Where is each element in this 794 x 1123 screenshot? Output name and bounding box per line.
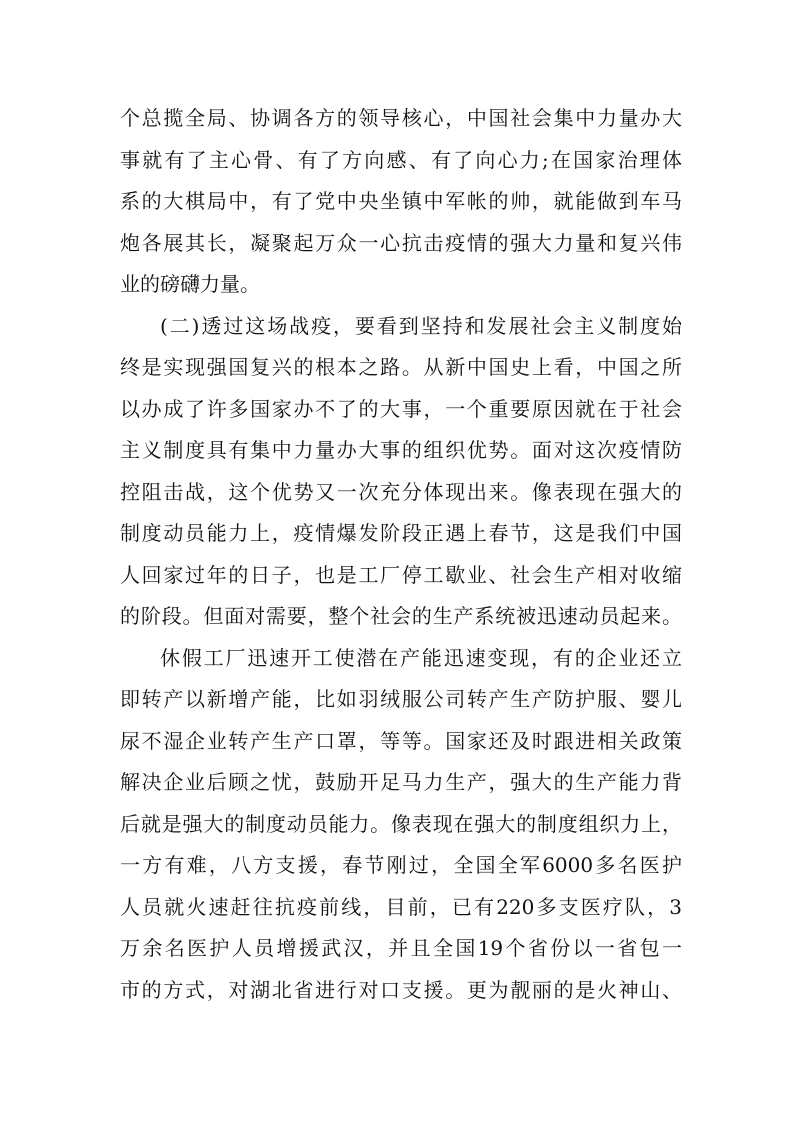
text-line: 休假工厂迅速开工使潜在产能迅速变现，有的企业还立 bbox=[160, 645, 682, 670]
text-line: 一方有难，八方支援，春节刚过，全国全军6000多名医护 bbox=[120, 853, 682, 877]
text-line: (二)透过这场战疫，要看到坚持和发展社会主义制度始 bbox=[160, 313, 682, 338]
text-line: 人回家过年的日子，也是工厂停工歇业、社会生产相对收缩 bbox=[120, 562, 682, 587]
text-line: 业的磅礴力量。 bbox=[120, 272, 260, 296]
text-line: 市的方式，对湖北省进行对口支援。更为靓丽的是火神山、 bbox=[120, 977, 682, 1002]
text-line: 后就是强大的制度动员能力。像表现在强大的制度组织力上， bbox=[120, 811, 682, 836]
text-line: 万余名医护人员增援武汉，并且全国19个省份以一省包一 bbox=[120, 936, 682, 960]
text-line: 解决企业后顾之忧，鼓励开足马力生产，强大的生产能力背 bbox=[120, 770, 682, 794]
text-line: 的阶段。但面对需要，整个社会的生产系统被迅速动员起来。 bbox=[120, 604, 682, 628]
text-line: 制度动员能力上，疫情爆发阶段正遇上春节，这是我们中国 bbox=[120, 521, 682, 545]
text-line: 终是实现强国复兴的根本之路。从新中国史上看，中国之所 bbox=[120, 355, 682, 379]
text-line: 尿不湿企业转产生产口罩，等等。国家还及时跟进相关政策 bbox=[120, 728, 682, 753]
text-line: 主义制度具有集中力量办大事的组织优势。面对这次疫情防 bbox=[120, 438, 682, 462]
text-line: 人员就火速赶往抗疫前线，目前，已有220多支医疗队，3 bbox=[120, 894, 682, 919]
text-line: 以办成了许多国家办不了的大事，一个重要原因就在于社会 bbox=[120, 396, 682, 421]
body-text bbox=[120, 98, 682, 1011]
text-line: 即转产以新增产能，比如羽绒服公司转产生产防护服、婴儿 bbox=[120, 687, 682, 711]
text-line: 事就有了主心骨、有了方向感、有了向心力;在国家治理体 bbox=[120, 147, 682, 172]
text-line: 系的大棋局中，有了党中央坐镇中军帐的帅，就能做到车马 bbox=[120, 189, 682, 213]
text-line: 个总揽全局、协调各方的领导核心，中国社会集中力量办大 bbox=[120, 106, 682, 130]
text-line: 控阻击战，这个优势又一次充分体现出来。像表现在强大的 bbox=[120, 479, 682, 504]
text-line: 炮各展其长，凝聚起万众一心抗击疫情的强大力量和复兴伟 bbox=[120, 230, 682, 255]
